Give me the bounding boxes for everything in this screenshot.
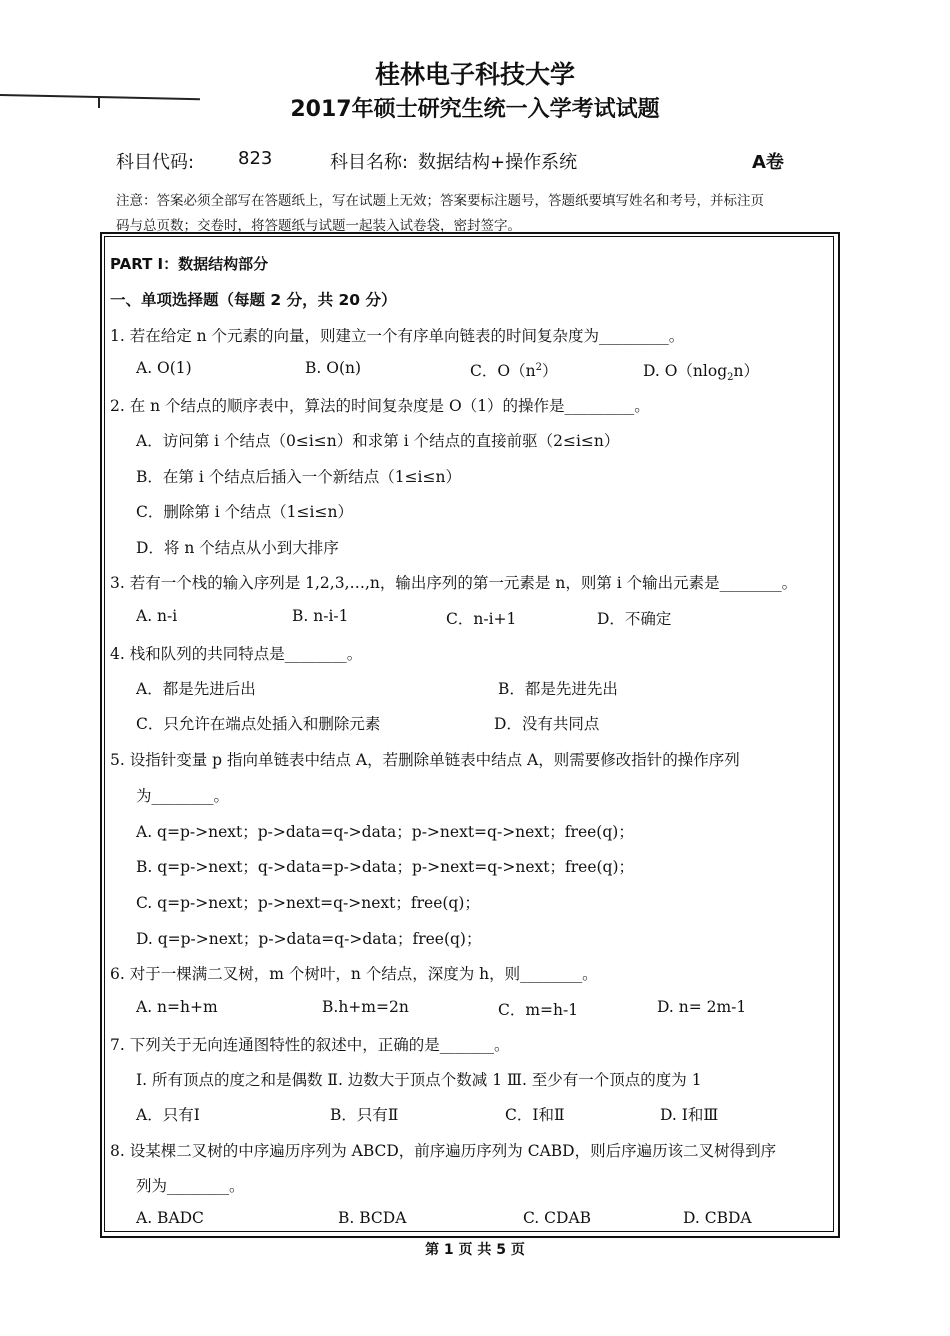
question-8-option-b: B. BCDA <box>338 1209 407 1227</box>
question-3-option-c: C．n-i+1 <box>446 610 517 628</box>
question-8-option-c: C. CDAB <box>523 1209 592 1227</box>
question-8-option-d: D. CBDA <box>683 1209 752 1227</box>
question-5-option-b: B. q=p->next；q->data=p->data；p->next=q->next；free(q)； <box>136 858 635 876</box>
question-5-stem-continued: 为________。 <box>136 787 230 805</box>
question-5-stem: 5. 设指针变量 p 指向单链表中结点 A，若删除单链表中结点 A，则需要修改指针的操作序列 <box>110 751 740 769</box>
question-2-option-c: C．删除第 i 个结点（1≤i≤n） <box>136 503 353 521</box>
notice-line-2: 码与总页数；交卷时，将答题纸与试题一起装入试卷袋，密封签字。 <box>116 218 521 234</box>
page-number: 第 1 页 共 5 页 <box>425 1242 525 1258</box>
question-2-option-b: B．在第 i 个结点后插入一个新结点（1≤i≤n） <box>136 468 461 486</box>
question-2-option-d: D．将 n 个结点从小到大排序 <box>136 539 339 557</box>
question-5-option-a: A. q=p->next；p->data=q->data；p->next=q->next；free(q)； <box>136 823 634 841</box>
subject-name-label: 科目名称: <box>330 152 409 173</box>
question-7-stem: 7. 下列关于无向连通图特性的叙述中，正确的是_______。 <box>110 1036 510 1054</box>
question-1-option-a: A. O(1) <box>136 359 192 377</box>
question-4-option-c: C．只允许在端点处插入和删除元素 <box>136 715 381 733</box>
question-1-option-b: B. O(n) <box>305 359 362 377</box>
part-title: PART Ⅰ：数据结构部分 <box>110 255 269 273</box>
question-7-option-d: D. Ⅰ和Ⅲ <box>660 1106 719 1124</box>
question-7-statements: Ⅰ. 所有顶点的度之和是偶数 Ⅱ. 边数大于顶点个数减 1 Ⅲ. 至少有一个顶点的度为 1 <box>136 1071 702 1089</box>
question-5-option-d: D. q=p->next；p->data=q->data；free(q)； <box>136 930 482 948</box>
question-3-option-d: D．不确定 <box>597 610 672 628</box>
question-5-option-c: C. q=p->next；p->next=q->next；free(q)； <box>136 894 480 912</box>
question-4-option-d: D．没有共同点 <box>494 715 600 733</box>
question-4-option-a: A．都是先进后出 <box>136 680 256 698</box>
paper-label: A卷 <box>752 152 784 173</box>
subject-code-label: 科目代码: <box>116 152 195 173</box>
question-1-stem: 1. 若在给定 n 个元素的向量，则建立一个有序单向链表的时间复杂度为_________。 <box>110 327 685 345</box>
subject-code: 823 <box>238 148 273 169</box>
question-2-option-a: A．访问第 i 个结点（0≤i≤n）和求第 i 个结点的直接前驱（2≤i≤n） <box>136 432 620 450</box>
question-3-option-b: B. n-i-1 <box>292 607 349 625</box>
question-6-option-a: A. n=h+m <box>136 998 218 1016</box>
question-8-stem: 8. 设某棵二叉树的中序遍历序列为 ABCD，前序遍历序列为 CABD，则后序遍历该二叉树得到序 <box>110 1142 777 1160</box>
question-2-stem: 2. 在 n 个结点的顺序表中，算法的时间复杂度是 O（1）的操作是_________。 <box>110 397 650 415</box>
question-8-stem-continued: 列为________。 <box>136 1177 245 1195</box>
question-6-option-c: C．m=h-1 <box>498 1001 579 1019</box>
section-title: 一、单项选择题（每题 2 分，共 20 分） <box>110 291 397 309</box>
question-1-option-c: C．$O(n^2)$ <box>470 361 558 380</box>
question-7-option-b: B．只有Ⅱ <box>330 1106 399 1124</box>
question-3-option-a: A. n-i <box>136 607 178 625</box>
question-6-option-d: D. n= 2m-1 <box>657 998 747 1016</box>
question-7-option-c: C．Ⅰ和Ⅱ <box>505 1106 565 1124</box>
question-6-option-b: B.h+m=2n <box>322 998 409 1016</box>
question-3-stem: 3. 若有一个栈的输入序列是 1,2,3,…,n，输出序列的第一元素是 n，则第 i 个输出元素是________。 <box>110 574 798 592</box>
question-8-option-a: A. BADC <box>136 1209 204 1227</box>
question-1-option-d: D. O（nlog$_2$n） <box>643 362 759 384</box>
question-6-stem: 6. 对于一棵满二叉树，m 个树叶，n 个结点，深度为 h，则________。 <box>110 965 598 983</box>
exam-title: 2017年硕士研究生统一入学考试试题 <box>290 97 660 122</box>
question-4-stem: 4. 栈和队列的共同特点是________。 <box>110 645 363 663</box>
notice-line-1: 注意：答案必须全部写在答题纸上，写在试题上无效；答案要标注题号，答题纸要填写姓名和考号，并标注页 <box>116 193 764 209</box>
university-title: 桂林电子科技大学 <box>374 60 575 89</box>
subject-name: 数据结构+操作系统 <box>418 152 578 173</box>
question-7-option-a: A．只有Ⅰ <box>136 1106 200 1124</box>
question-4-option-b: B．都是先进先出 <box>498 680 618 698</box>
